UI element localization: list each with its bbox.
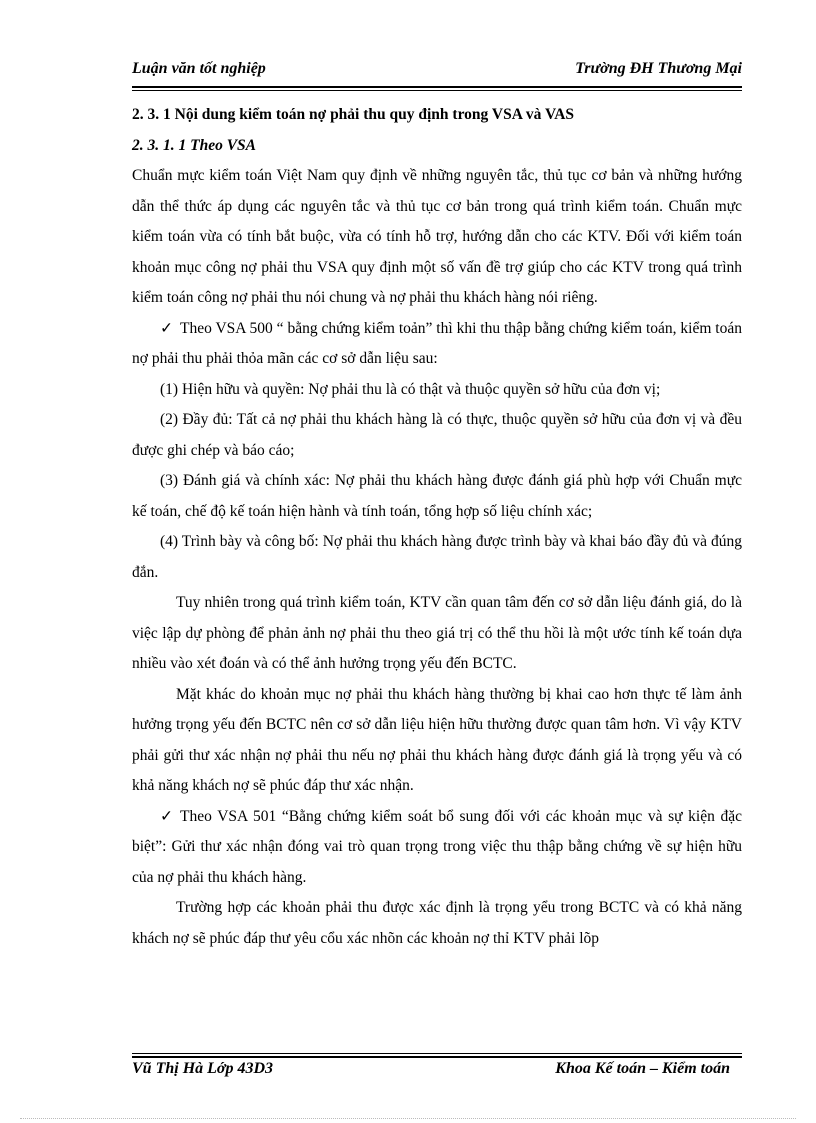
footer-author: Vũ Thị Hà Lớp 43D3 — [132, 1060, 274, 1077]
checkmark-icon: ✓ — [160, 319, 173, 337]
vsa501-text: Theo VSA 501 “Bằng chứng kiểm soát bổ sung đối với các khoản mục và sự kiện đặc biệt”: Gửi thư xác nhận đóng vai trò quan trọng trong việc thu thập bằng chứng về sự hiện hữu của nợ phải thu khách hàng. — [132, 807, 742, 886]
vsa501-paragraph — [132, 802, 742, 894]
header-rule-thick — [132, 86, 742, 88]
other-paragraph: Mặt khác do khoản mục nợ phải thu khách hàng thường bị khai cao hơn thực tế làm ảnh hưởng trọng yếu đến BCTC nên cơ sở dẫn liệu hiện hữu thường được quan tâm hơn. Vì vậy KTV phải gửi thư xác nhận nợ phải thu nếu nợ phải thu khách hàng được đánh giá là trọng yếu và có khả năng khách nợ sẽ phúc đáp thư xác nhận. — [132, 685, 742, 794]
list-item: (1) Hiện hữu và quyền: Nợ phải thu là có thật và thuộc quyền sở hữu của đơn vị; — [160, 380, 661, 398]
vsa500-text: Theo VSA 500 “ bằng chứng kiểm toản” thì khi thu thập bằng chứng kiểm toán, kiểm toán nợ phải thu phải thỏa mãn các cơ sở dẫn liệu sau: — [132, 319, 742, 367]
page-bottom-divider — [20, 1118, 796, 1119]
list-item: (4) Trình bày và công bố: Nợ phải thu khách hàng được trình bày và khai báo đầy đủ và đúng đắn. — [132, 533, 742, 581]
list-item: (2) Đầy đủ: Tất cả nợ phải thu khách hàng là có thực, thuộc quyền sở hữu của đơn vị và đều được ghi chép và báo cáo; — [132, 411, 742, 459]
page-content — [132, 100, 742, 954]
footer-department: Khoa Kế toán – Kiểm toán — [555, 1060, 730, 1077]
checkmark-icon: ✓ — [160, 807, 173, 825]
vsa500-paragraph — [132, 314, 742, 375]
footer-rule-thin — [132, 1053, 742, 1054]
intro-paragraph: Chuẩn mực kiểm toán Việt Nam quy định về những nguyên tắc, thủ tục cơ bản và những hướng dẫn thể thức áp dụng các nguyên tắc và thủ tục cơ bản trong quá trình kiểm toán. Chuẩn mực kiểm toán vừa có tính bắt buộc, vừa có tính hỗ trợ, hướng dẫn cho các KTV. Đối với kiểm toán khoản mục công nợ phải thu VSA quy định một số vấn đề trợ giúp cho các KTV trong quá trình kiểm toán công nợ phải thu nói chung và nợ phải thu khách hàng nói riêng. — [132, 167, 742, 306]
section-heading: 2. 3. 1 Nội dung kiểm toán nợ phải thu quy định trong VSA và VAS — [132, 106, 575, 123]
header-thesis-title: Luận văn tốt nghiệp — [132, 60, 266, 77]
list-item: (3) Đánh giá và chính xác: Nợ phải thu khách hàng được đánh giá phù hợp với Chuẩn mực kế toán, chế độ kế toán hiện hành và tính toán, tổng hợp số liệu chính xác; — [132, 472, 742, 520]
section-subheading: 2. 3. 1. 1 Theo VSA — [132, 136, 257, 154]
header-university: Trường ĐH Thương Mại — [575, 60, 742, 77]
however-paragraph: Tuy nhiên trong quá trình kiểm toán, KTV cần quan tâm đến cơ sở dẫn liệu đánh giá, do là việc lập dự phòng để phản ảnh nợ phải thu theo giá trị có thể thu hồi là một ước tính kế toán dựa nhiều vào xét đoán và có thể ảnh hưởng trọng yếu đến BCTC. — [132, 594, 742, 672]
footer-rule-thick — [132, 1056, 742, 1058]
page-footer — [132, 1060, 742, 1088]
header-rule-thin — [132, 90, 742, 91]
page-header — [132, 58, 742, 88]
case-paragraph: Trường hợp các khoản phải thu được xác định là trọng yểu trong BCTC và có khả năng khách nợ sẽ phúc đáp thư yêu cổu xác nhõn các khoản nợ thỉ KTV phải lõp — [132, 899, 742, 947]
